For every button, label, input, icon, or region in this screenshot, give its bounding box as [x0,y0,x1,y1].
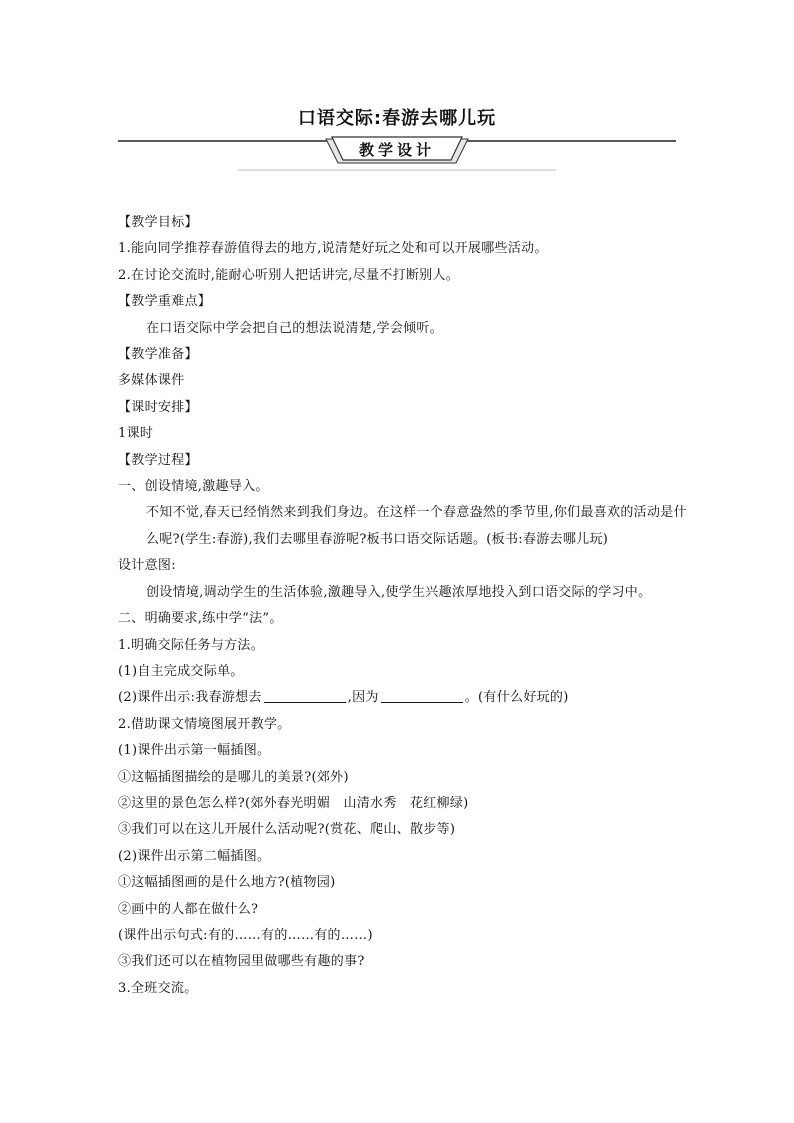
question-1: ①这幅插图描绘的是哪儿的美景?(郊外) [118,769,349,785]
page-title: 口语交际:春游去哪儿玩 [297,108,497,129]
key-heading: 【教学重难点】 [118,294,212,310]
step-1-text: 不知不觉,春天已经悄然来到我们身边。在这样一个春意盎然的季节里,你们最喜欢的活动是什么呢?(学生:春游),我们去哪里春游呢?板书口语交际话题。(板书:春游去哪儿玩) [146,505,687,547]
banner-label: 教学设计 [358,141,436,159]
step-2-title: 二、明确要求,练中学“法”。 [118,611,283,627]
question-6: ③我们还可以在植物园里做哪些有趣的事? [118,954,365,970]
item-2: 2.借助课文情境图展开教学。 [118,716,291,732]
question-3: ③我们可以在这儿开展什么活动呢?(赏花、爬山、散步等) [118,822,456,838]
banner-graphic [118,136,676,176]
question-5-hint: (课件出示句式:有的……有的……有的……) [118,927,373,943]
item-2-1: (1)课件出示第一幅插图。 [118,743,271,759]
section-banner [118,136,676,176]
design-text: 创设情境,调动学生的生活体验,激趣导入,使学生兴趣浓厚地投入到口语交际的学习中。 [146,584,652,600]
schedule-text: 1课时 [118,426,154,442]
prep-heading: 【教学准备】 [118,347,198,363]
step-1-title: 一、创设情境,激趣导入。 [118,479,269,495]
goal-1: 1.能向同学推荐春游值得去的地方,说清楚好玩之处和可以开展哪些活动。 [118,241,548,257]
goal-2: 2.在讨论交流时,能耐心听别人把话讲完,尽量不打断别人。 [118,267,460,283]
design-label: 设计意图: [118,558,176,574]
item-1-2-part-c: 。(有什么好玩的) [464,690,569,706]
schedule-heading: 【课时安排】 [118,399,198,415]
fill-blank-reason [381,688,463,703]
fill-blank-destination [264,688,346,703]
question-4: ①这幅插图画的是什么地方?(植物园) [118,875,336,891]
item-2-2: (2)课件出示第二幅插图。 [118,848,271,864]
item-1-2-part-a: (2)课件出示:我春游想去 [118,690,262,706]
process-heading: 【教学过程】 [118,452,198,468]
item-1-1: (1)自主完成交际单。 [118,663,244,679]
item-1-2-part-b: ,因为 [347,690,379,706]
goals-heading: 【教学目标】 [118,215,198,230]
lesson-content [118,210,688,1002]
prep-text: 多媒体课件 [118,373,185,389]
item-3: 3.全班交流。 [118,980,198,996]
key-text: 在口语交际中学会把自己的想法说清楚,学会倾听。 [146,320,444,336]
item-1-2 [118,685,688,711]
question-5: ②画中的人都在做什么? [118,901,259,917]
question-2: ②这里的景色怎么样?(郊外春光明媚 山清水秀 花红柳绿) [118,795,469,811]
item-1: 1.明确交际任务与方法。 [118,637,265,653]
